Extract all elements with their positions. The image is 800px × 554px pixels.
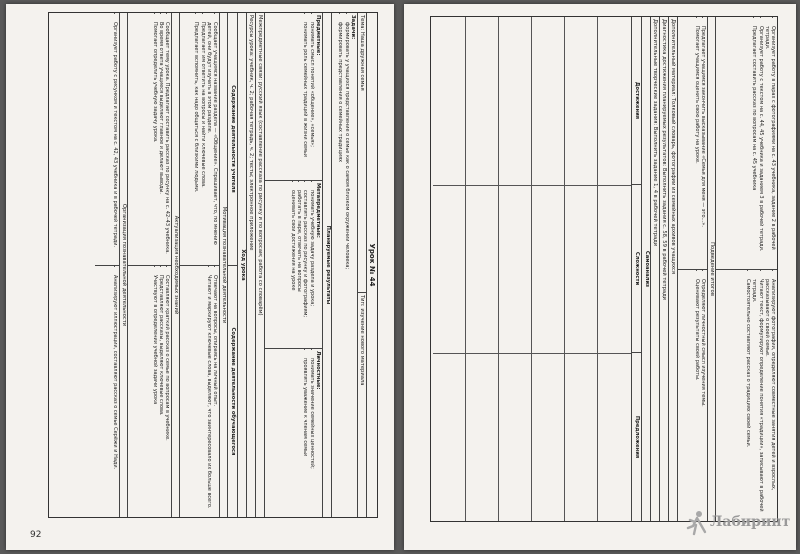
teacher-col-header: Содержание деятельности учителя [230, 85, 236, 193]
student-col-header: Содержание деятельности обучающегося [230, 327, 236, 456]
runner-icon [686, 510, 708, 536]
stage-motivation: Мотивация познавательной деятельности [221, 206, 227, 324]
interdisciplinary: Межпредметные связи: русский язык (составление рассказа по рисунку и по вопросам; работа со словарём) [257, 15, 263, 316]
achievements-diagnostics: Диагностика достижения планируемых результатов: Выполнить задания с. 58, 59 в рабочей тетради [661, 19, 667, 301]
continuation-table: • Организует работу в парах с фотографиями на с. 43 учебника, задание 2 в рабочей тетради. • Организует работу с текстом на с. 44, 45 учебника и заданием 3 в рабочей тетради. • Предлагает составить рассказ по вопросам на с. 45 учебника • Анализируют фотографии, определяют совместные занятия детей и взрослых, рассказывают о своей семье. • Читают текст, формулируют определение понятия «традиции», записывают в рабочей тетради. • Самостоятельно составляют рассказ о традициях своей семьи. Подведение итогов • Предлагает учащимся закончить высказывание «Семья для меня — это...». • Помогает учащимся оценить свою работу на уроке. • Определяют личностный смысл изучения темы. • Оценивают результаты своей работы. Дополнительный материал: Толковый словарь, фотографии из семейных архивов учащихся Диагностика достижения планируемых результатов: Выполнить задания с. 58, 59 в рабочей тетради Дополнительные творческие задания: Выполнить задание 1, 4 в рабочей тетради Самоанализ Достижения Сложности Предложения [430, 16, 778, 522]
left-page-content [48, 12, 378, 518]
stage-actualization: Актуализация необходимых знаний [173, 215, 179, 315]
results-row: Предметные: • понимать смысл понятий «общение», «семья»; • понимать роль семейных традиций в жизни семьи Метапредметные: • понимать учебную задачу раздела и урока; • составлять рассказ по рисунку и фотографиям; • работать в паре, отвечать на вопросы • оценивать свои достижения на уроке Личностные: • понимать значение семейных ценностей; • проявлять уважение к членам семьи [264, 13, 322, 517]
lesson-table: Урок № 44 Тема: Наша дружная семья Тип: изучение нового материала Задачи: • формировать у учащихся представление о семье как о самом близком окружении человека; • формировать представления о семейных традициях Планируемые результаты Предметные: • понимать смысл понятий «общение», «семья»; • понимать роль семейных традиций в жизни семьи Метапредметные: • понимать учебную задачу раздела и урока; • составлять рассказ по рисунку и фотографиям; • работать в паре, отвечать на вопросы • оценивать свои достижения на уроке Личностные: • понимать значение семейных ценностей; • проявлять уважение к членам семьи Межпредметные связи: русский язык (составление рассказа по рисунку и по вопросам; работа со словарём) Ресурсы урока: учебник, ч. 2; рабочая тетрадь, ч. 2; тесты; электронное приложение Ход урока Содержание деятельности учителя Содержание деятельности обучающегося Мотивация познавательной деятельности • Сообщает учащимся название раздела — «Общение». Спрашивает, что, по мнению детей, они будут изучать в этом разделе. • Предлагает им ответить на вопросы и найти ключевые слова. • Предлагает вспомнить, как надо общаться с близкими людьми. • Отвечают на вопросы, опираясь на личный опыт. • Читают и маркируют ключевые слова, выделяют, что заинтересовало их больше всего. Актуализация необходимых знаний • Сообщает тему урока. Предлагает составить рассказ по рисунку на с. 42–43 учебника. • Во время ответа учащиеся выделяют главное и делают выводы. • Помогает определить учебную задачу урока. • Составляют краткий рассказ о семье по вопросам в учебнике. • Представляют рассказы, выделяют ключевые слова. • Участвуют в определении учебной задачи урока Организация познавательной деятельности • Организует работу с рисунком и текстом на с. 42, 43 учебника и в рабочей тетради. • Анализируют иллюстрации, составляют рассказ о семье Серёжи и Нади. [48, 12, 378, 518]
task-item: • формировать представления о семейных традициях [337, 22, 343, 515]
lesson-type: Тип: изучение нового материала [359, 295, 365, 386]
watermark-logo [686, 510, 791, 536]
self-analysis-grid [433, 17, 631, 521]
topic-label: Тема: Наша дружная семья [359, 15, 365, 91]
subject-label: Предметные: [315, 15, 321, 56]
task-item: • формировать у учащихся представление о семье как о самом близком окружении человека; [343, 22, 349, 515]
tasks-label: Задачи: [350, 15, 356, 40]
extra-material: Дополнительный материал: Толковый словарь, фотографии из семейных архивов учащихся [670, 19, 676, 274]
right-page-content [430, 16, 778, 522]
left-page [6, 4, 394, 550]
achievements-col: Достижения [634, 81, 640, 120]
stage-organization: Организация познавательной деятельности [121, 203, 127, 327]
lesson-title: Урок № 44 [368, 243, 376, 287]
creative-tasks: Дополнительные творческие задания: Выполнить задание 1, 4 в рабочей тетради [652, 19, 658, 247]
topic-row [357, 13, 367, 517]
difficulties-col: Сложности [634, 251, 640, 286]
watermark-text: Лабиринт [710, 514, 791, 530]
course-header: Ход урока [240, 249, 246, 281]
page-number: 92 [30, 530, 42, 540]
right-page [404, 4, 796, 550]
stage-summary: Подведение итогов [709, 242, 715, 296]
proposals-col: Предложения [634, 415, 640, 459]
self-analysis-header: Самоанализ [644, 250, 650, 288]
tasks-list [337, 15, 349, 515]
resources: Ресурсы урока: учебник, ч. 2; рабочая тетрадь, ч. 2; тесты; электронное приложение [248, 15, 254, 251]
results-header: Планируемые результаты [325, 225, 331, 305]
personal-label: Личностные: [315, 351, 321, 390]
meta-label: Метапредметные: [315, 183, 321, 238]
tasks-row [331, 13, 357, 517]
